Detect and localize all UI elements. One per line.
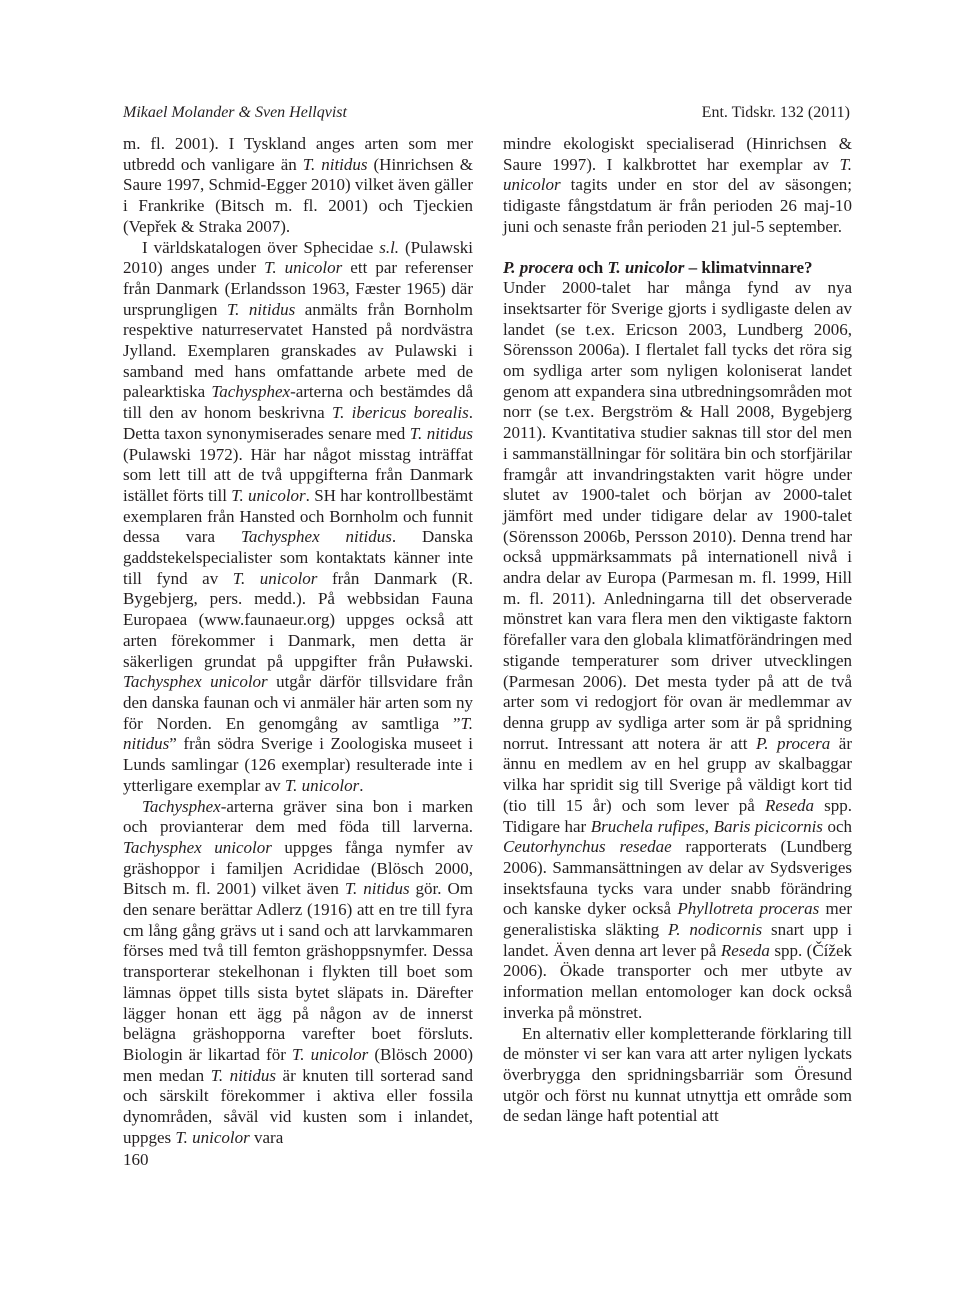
taxon-name: T. unicolor — [232, 568, 318, 588]
running-header — [123, 104, 850, 126]
text-run: , — [704, 816, 714, 836]
text-run: spp. Tidigare har — [503, 795, 852, 836]
taxon-name: T. ibericus borealis — [331, 403, 469, 423]
text-run: vara — [249, 1127, 284, 1147]
text-run: mindre ekologiskt specialiserad (Hinrichsen & Saure 1997). I kalkbrottet har exemplar av — [503, 134, 852, 174]
taxon-name: Bruchela rufipes — [590, 816, 705, 836]
taxon-name: T. unicolor — [175, 1127, 250, 1147]
taxon-name: Reseda — [720, 940, 770, 960]
text-run: uppges fånga nymfer av gräshoppor i familjen Acrididae (Blösch 2000, Bitsch m. fl. 2001) vilket även — [123, 837, 473, 899]
text-run: gör. Om den senare berättar Adlerz (1916) att en tre till fyra cm lång gång grävs ut i sand och att larvkammaren förses med två till femton gräshoppsnymfer. Dessa transporterar stekelhonan i flykten till boet som lämnas öppet tills sista bytet släpats in. Därefter lägger honan ett ägg på någon av de innerst belägna gräshopporna varefter boet försluts. Biologin är likartad för — [123, 879, 473, 1064]
text-run: rapporterats (Lundberg 2006). Sammansättningen av delar av Sydsveriges insektsfauna tycks vara under snabb förändring och kanske dyker också — [503, 837, 852, 919]
abbrev: s.l. — [379, 237, 400, 257]
text-run: mer generalistiska släkting — [503, 899, 852, 940]
taxon-name: T. unicolor — [503, 154, 852, 195]
left-paragraph-3 — [123, 797, 473, 1149]
taxon-name: Phyllotreta proceras — [677, 899, 820, 919]
right-paragraph-1 — [503, 134, 852, 238]
right-column — [503, 134, 852, 1127]
text-run: (Blösch 2000) men medan — [123, 1044, 473, 1085]
text-run: m. fl. 2001). I Tyskland anges arten som mer utbredd och vanligare än — [123, 134, 473, 174]
text-run: och — [573, 257, 608, 277]
text-run: ” från södra Sverige i Zoologiska museet i Lunds samlingar (126 exemplar) resulterade inte i ytterligare exemplar av — [123, 734, 473, 795]
taxon-name: T. nitidus — [302, 154, 368, 174]
text-run: . Danska gaddstekelspecialister som kontaktats känner inte till fynd av — [123, 527, 474, 588]
taxon-name: Tachysphex unicolor — [123, 837, 272, 857]
left-paragraph-2 — [123, 238, 473, 797]
text-run: ett par referenser från Danmark (Erlandsson 1963, Fæster 1965) där ursprungligen — [123, 258, 473, 319]
text-run: -arterna och bestämdes då till den av honom beskrivna — [123, 382, 473, 423]
right-paragraph-3 — [503, 1024, 852, 1128]
taxon-name: T. unicolor — [264, 258, 343, 278]
taxon-name: Baris picicornis — [713, 816, 823, 836]
taxon-name: T. unicolor — [284, 775, 360, 795]
taxon-name: P. procera — [756, 733, 831, 753]
header-authors: Mikael Molander & Sven Hellqvist — [123, 104, 347, 121]
text-run: och — [822, 816, 853, 836]
taxon-name: Tachysphex — [211, 382, 291, 402]
text-run: (Pulawski 2010) anges under — [123, 237, 474, 278]
header-journal: Ent. Tidskr. 132 (2011) — [701, 104, 850, 121]
taxon-name: T. nitidus — [409, 423, 473, 443]
text-run: tagits under en stor del av säsongen; tidigaste fångstdatum är från perioden 26 maj-10 juni och senaste från perioden 21 jul-5 september. — [503, 175, 852, 236]
page-number: 160 — [123, 1150, 149, 1169]
taxon-name: P. nodicornis — [668, 920, 763, 940]
taxon-name: T. nitidus — [210, 1065, 276, 1085]
text-run: är ännu en medlem av en hel grupp av skalbaggar vilka har spridit sig till Sverige på väldigt kort tid (tio till 15 år) och som lever på — [503, 733, 852, 815]
taxon-name: Tachysphex — [142, 796, 221, 816]
taxon-name: T. unicolor — [231, 485, 306, 505]
taxon-name: Tachysphex nitidus — [240, 527, 392, 547]
text-run: – klimatvinnare? — [684, 257, 813, 277]
text-run: är knuten till sorterad sand och särskilt förekommer i aktiva eller fossila dynområden, såväl vid kusten som i inlandet, uppges — [123, 1065, 473, 1147]
taxon-name: T. nitidus — [344, 879, 410, 899]
text-run: . — [359, 775, 364, 795]
text-run: spp. (Čížek 2006). Ökade transporter och mer utbyte av information mellan entomologer kan dock också inverka på mönstret. — [503, 940, 852, 1022]
section-heading — [503, 258, 852, 279]
taxon-name: T. nitidus — [226, 299, 296, 319]
text-run: utgår därför tillsvidare från den danska faunan och vi anmäler här arten som ny för Norden. En genomgång av samtliga ” — [123, 672, 473, 733]
text-run: anmälts från Bornholm respektive naturreservatet Hansted på nordvästra Jylland. Exemplaren granskades av Pulawski i samband med hans omfattande arbete med de palearktiska — [123, 299, 473, 402]
text-run: (Pulawski 1972). Här har något misstag inträffat som lett till att de två uppgifterna från Danmark istället förts till — [123, 444, 473, 505]
text-run: I världskatalogen över Sphecidae — [142, 237, 380, 257]
left-paragraph-1 — [123, 134, 473, 238]
taxon-name: T. unicolor — [607, 257, 685, 277]
taxon-name: T. unicolor — [292, 1044, 369, 1064]
taxon-name: P. procera — [503, 257, 574, 277]
taxon-name: Tachysphex unicolor — [123, 672, 268, 692]
taxon-name: T. nitidus — [123, 713, 473, 754]
taxon-name: Reseda — [764, 795, 815, 815]
text-run: En alternativ eller kompletterande förklaring till de mönster vi ser kan vara att arter nyligen lyckats överbrygga den spridningsbarriär som Öresund utgör och först nu kunnat utnyttja ett område som de sedan länge haft potential att — [503, 1023, 852, 1126]
text-run: . Detta taxon synonymiserades senare med — [123, 403, 473, 443]
left-column — [123, 134, 473, 1148]
taxon-name: Ceutorhynchus resedae — [503, 837, 672, 857]
text-run: (Hinrichsen & Saure 1997, Schmid-Egger 2010) vilket även gäller i Frankrike (Bitsch m. fl. 2001) och Tjeckien (Vepřek & Straka 2007). — [123, 154, 473, 236]
text-run: Under 2000-talet har många fynd av nya insektsarter för Sverige gjorts i sydligaste delen av landet (se t.ex. Ericson 2003, Lundberg 2006, Sörensson 2006a). I flertalet fall tycks det röra sig om sydliga arter som nyligen koloniserat landet genom att expandera sina utbredningsområden mot norr (se t.ex. Bergström & Hall 2008, Bygebjerg 2011). Kvantitativa studier saknas till stor del men i sammanställningar för solitära bin och storfjärilar framgår att invandringstakten varit högre under slutet av 1900-talet och början av 2000-talet jämfört med under tidigare delar av 1900-talet (Sörensson 2006b, Persson 2010). Denna trend har också uppmärksammats på internationell nivå i andra delar av Europa (Parmesan m. fl. 1999, Hill m. fl. 2011). Anledningarna till det observerade mönstret kan vara flera men den viktigaste faktorn förefaller vara den globala klimatförändringen med stigande temperaturer som driver utvecklingen (Parmesan 2006). Det mesta tyder på att de två arter som vi redogjort för ovan är medlemmar av denna grupp av sydliga arter som är på spridning norrut. Intressant att notera är att — [503, 278, 852, 753]
text-run: snart upp i landet. Även denna art lever på — [503, 920, 852, 960]
right-paragraph-2 — [503, 278, 852, 1023]
text-run: -arterna gräver sina bon i marken och provianterar dem med föda till larverna. — [123, 796, 473, 837]
text-run: från Danmark (R. Bygebjerg, pers. medd.). På webbsidan Fauna Europaea (www.faunaeur.org) uppges också att arten förekommer i Danmark, men detta är säkerligen grundat på uppgifter från Puławski. — [123, 568, 473, 671]
text-run: . SH har kontrollbestämt exemplaren från Hansted och Bornholm och funnit dessa vara — [123, 485, 473, 547]
